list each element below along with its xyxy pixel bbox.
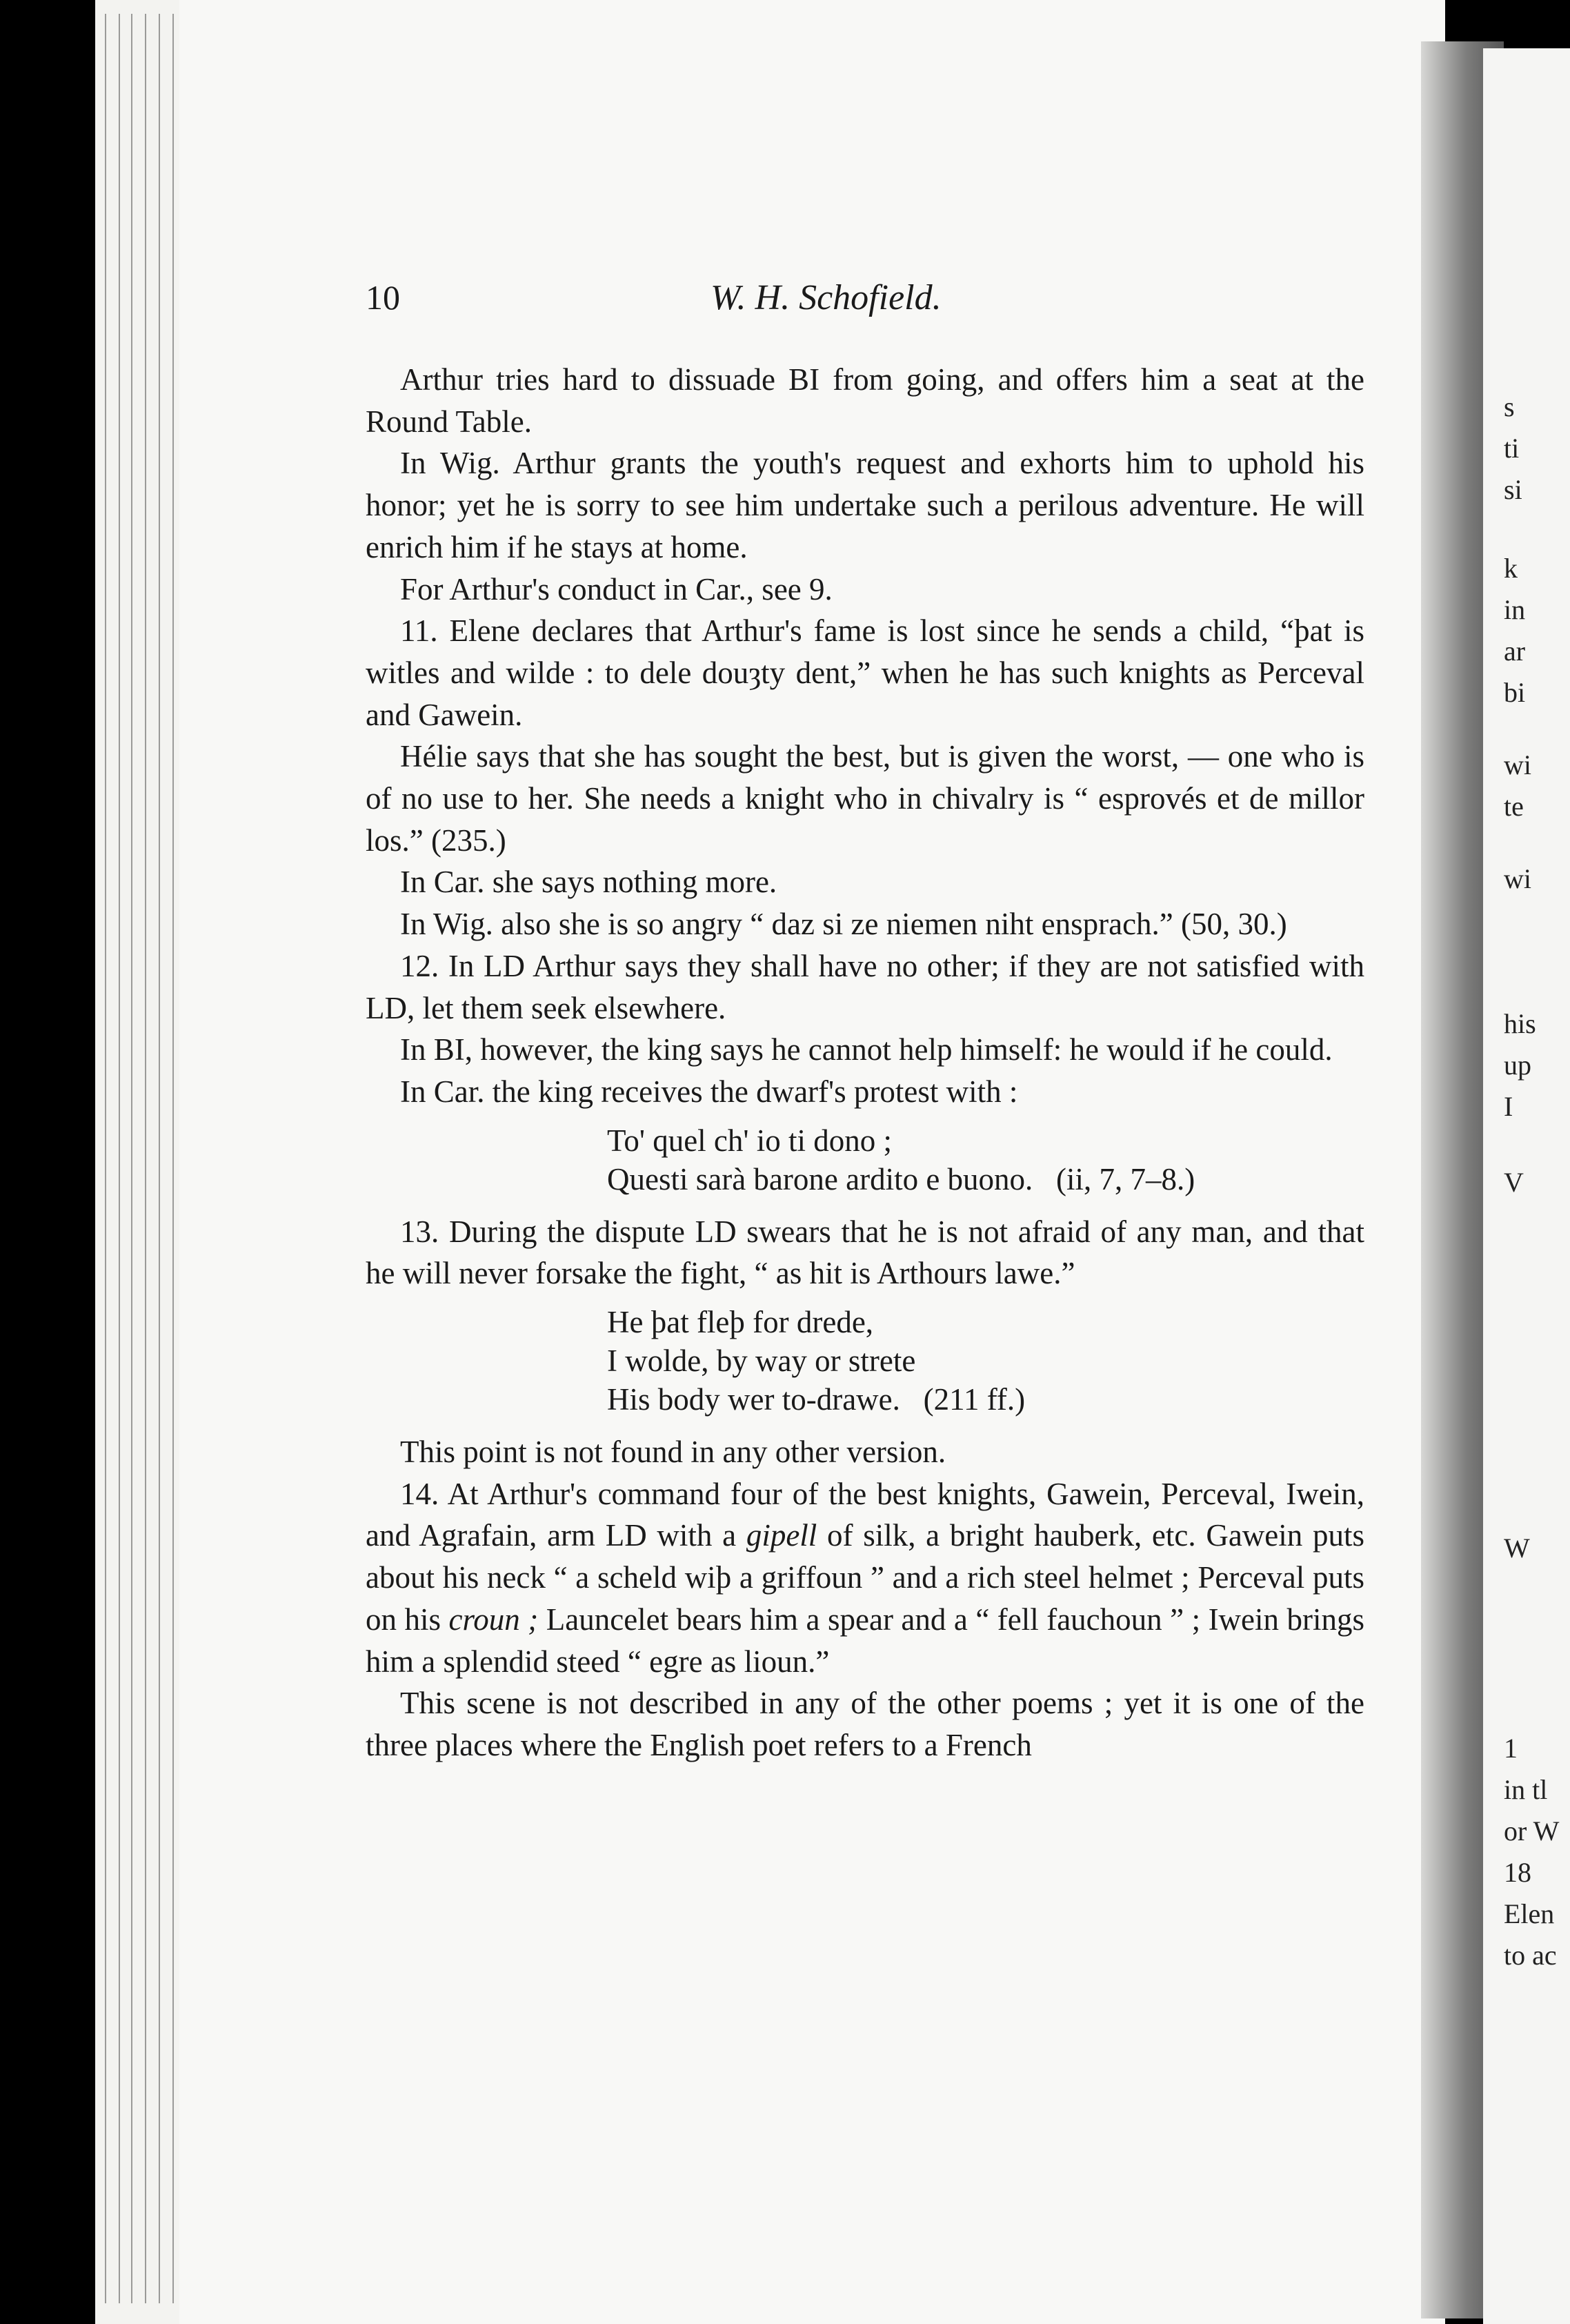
verse-line: To' quel ch' io ti dono ; <box>607 1123 893 1158</box>
facing-fragment: his <box>1504 1008 1536 1039</box>
verse-line: I wolde, by way or strete <box>607 1343 916 1379</box>
facing-fragment: te <box>1504 791 1524 822</box>
paragraph: 13. During the dispute LD swears that he is not afraid of any man, and that he will never forsake the fight, “ as hit is Arthours lawe.” <box>366 1214 1364 1291</box>
facing-fragment: bi <box>1504 677 1526 708</box>
facing-fragment: W <box>1504 1533 1530 1564</box>
facing-fragment: ar <box>1504 636 1526 667</box>
verse-line: Questi sarà barone ardito e buono. (ii, 7, 7–8.) <box>607 1161 1195 1197</box>
facing-fragment: si <box>1504 474 1522 505</box>
paragraph: 11. Elene declares that Arthur's fame is lost since he sends a child, “þat is witles and wilde : to dele douȝty dent,” when he has such knights as Perceval and Gawein. <box>366 613 1364 732</box>
paragraph: In Car. she says nothing more. <box>400 865 777 900</box>
paragraph <box>366 1473 1364 1683</box>
paragraph: In Wig. also she is so angry “ daz si ze niemen niht ensprach.” (50, 30.) <box>400 907 1287 942</box>
facing-fragment: up <box>1504 1050 1531 1081</box>
text-run: Launcelet bears him a spear and a “ fell fauchoun ” ; Iwein brings him a splendid steed “ egre as lioun.” <box>366 1602 1365 1679</box>
paragraph: In Car. the king receives the dwarf's protest with : <box>400 1074 1018 1109</box>
facing-fragment: wi <box>1504 863 1531 894</box>
facing-fragment: V <box>1504 1167 1524 1198</box>
paragraph: In BI, however, the king says he cannot help himself: he would if he could. <box>400 1032 1333 1067</box>
verse-line: His body wer to-drawe. (211 ff.) <box>607 1382 1026 1417</box>
text-run: of silk, a bright hauberk, etc. Gawein puts about his neck “ a scheld wiþ a griffoun ” and a rich steel helmet ; Perceval puts on his <box>366 1518 1364 1637</box>
paragraph: This scene is not described in any of the other poems ; yet it is one of the three places where the English poet refers to a French <box>366 1686 1364 1762</box>
facing-fragment: s <box>1504 391 1515 422</box>
facing-fragment: in <box>1504 594 1526 625</box>
facing-page <box>1483 48 1570 2324</box>
italic-word: croun ; <box>448 1602 539 1637</box>
facing-fragment: wi <box>1504 749 1531 780</box>
running-head: W. H. Schofield. <box>711 278 942 317</box>
verse-quote <box>607 1121 1364 1199</box>
text-run: 14. At Arthur's command four of the best knights, Gawein, Perceval, Iwein, and Agrafain, arm LD with a <box>366 1476 1364 1553</box>
facing-fragment: k <box>1504 553 1518 584</box>
facing-fragment: or W <box>1504 1815 1560 1847</box>
facing-fragment: in tl <box>1504 1774 1548 1805</box>
page-number: 10 <box>366 278 400 317</box>
body-text <box>366 359 1364 1766</box>
paragraph: For Arthur's conduct in Car., see 9. <box>400 571 833 607</box>
paragraph: 12. In LD Arthur says they shall have no other; if they are not satisfied with LD, let them seek elsewhere. <box>366 948 1364 1025</box>
facing-fragment: 18 <box>1504 1857 1531 1888</box>
paragraph: Hélie says that she has sought the best, but is given the worst, — one who is of no use to her. She needs a knight who in chivalry is “ esprovés et de millor los.” (235.) <box>366 739 1364 858</box>
paragraph: This point is not found in any other version. <box>400 1435 946 1470</box>
verse-line: He þat fleþ for drede, <box>607 1305 874 1340</box>
verse-quote <box>607 1303 1364 1419</box>
facing-fragment: ti <box>1504 433 1520 464</box>
paragraph: Arthur tries hard to dissuade BI from going, and offers him a seat at the Round Table. <box>366 362 1364 439</box>
italic-word: gipell <box>746 1518 817 1553</box>
facing-fragment: to ac <box>1504 1940 1557 1971</box>
facing-fragment: 1 <box>1504 1733 1518 1764</box>
facing-fragment: I <box>1504 1091 1513 1122</box>
page-header <box>366 277 1373 333</box>
facing-fragment: Elen <box>1504 1898 1555 1929</box>
paragraph: In Wig. Arthur grants the youth's request and exhorts him to uphold his honor; yet he is sorry to see him undertake such a perilous adventure. He will enrich him if he stays at home. <box>366 446 1364 564</box>
